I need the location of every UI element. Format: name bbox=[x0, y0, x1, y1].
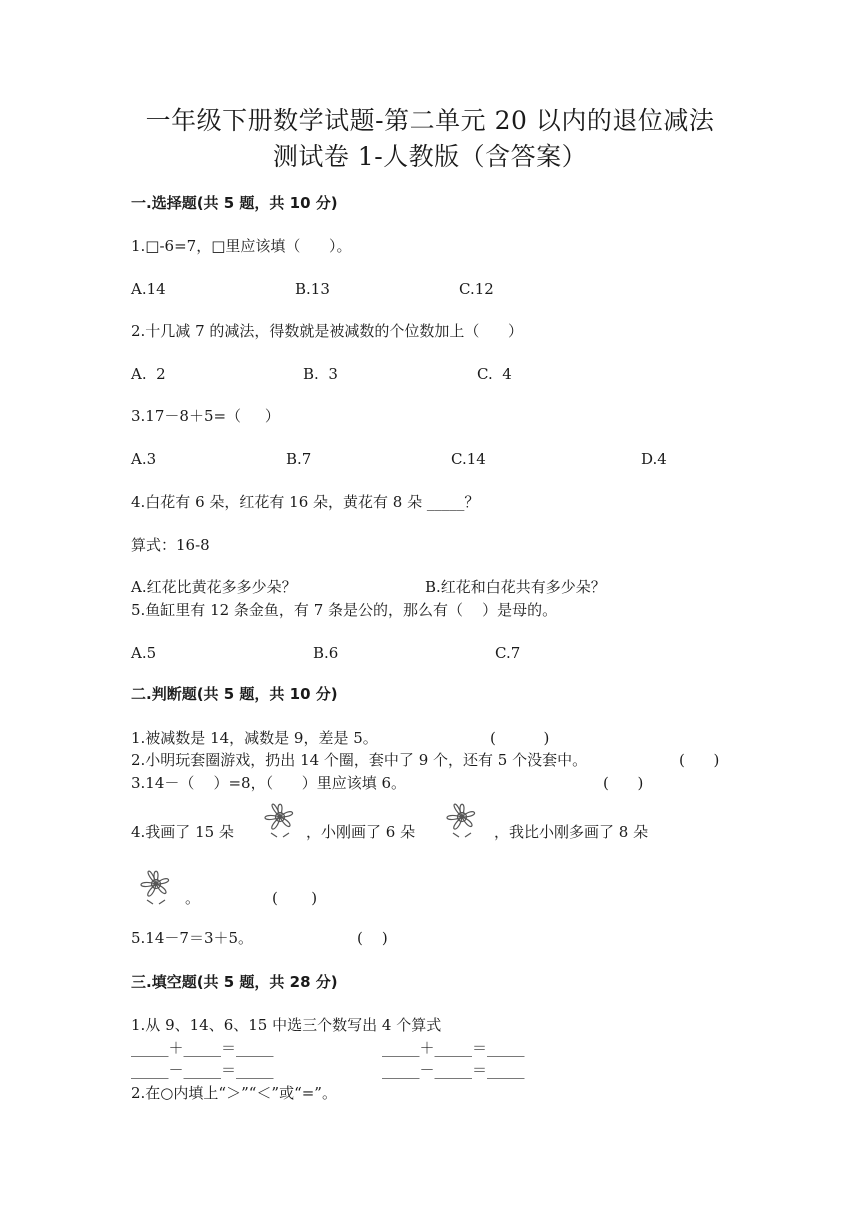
s1-q5-stem: 5.鱼缸里有 12 条金鱼，有 7 条是公的，那么有（ ）是母的。 bbox=[131, 601, 558, 619]
s1-q1-option-a: A.14 bbox=[131, 280, 166, 298]
s1-q3-stem: 3.17－8＋5=（ ） bbox=[131, 407, 280, 425]
s1-q2-option-b: B. 3 bbox=[303, 365, 338, 383]
s1-q2-stem: 2.十几减 7 的减法，得数就是被减数的个位数加上（ ） bbox=[131, 322, 524, 340]
page-title-line2: 测试卷 1-人教版（含答案） bbox=[272, 142, 588, 171]
s2-q1-answer-paren: ( ) bbox=[490, 729, 550, 747]
flower-icon bbox=[255, 795, 305, 839]
s2-q4-part1: 4.我画了 15 朵 bbox=[131, 823, 234, 841]
s3-q1-stem: 1.从 9、14、6、15 中选三个数写出 4 个算式 bbox=[131, 1016, 442, 1034]
s1-q2-option-c: C. 4 bbox=[477, 365, 512, 383]
s1-q4-option-a: A.红花比黄花多多少朵？ bbox=[131, 578, 297, 596]
s1-q5-option-b: B.6 bbox=[313, 644, 339, 662]
flower-icon bbox=[437, 795, 487, 839]
s1-q4-stem: 4.白花有 6 朵，红花有 16 朵，黄花有 8 朵 _____？ bbox=[131, 493, 480, 511]
s1-q3-option-b: B.7 bbox=[286, 450, 312, 468]
s2-q2-stem: 2.小明玩套圈游戏，扔出 14 个圈，套中了 9 个，还有 5 个没套中。 bbox=[131, 751, 588, 769]
s1-q1-stem: 1.□-6=7，□里应该填（ ）。 bbox=[131, 237, 352, 255]
s1-q4-formula: 算式：16-8 bbox=[131, 536, 210, 554]
s3-q2-stem: 2.在○内填上“＞”“＜”或“=”。 bbox=[131, 1084, 337, 1102]
s2-q3-stem: 3.14－（ ）=8，（ ）里应该填 6。 bbox=[131, 774, 407, 792]
s2-q4-part2: ，小刚画了 6 朵 bbox=[306, 823, 416, 841]
s1-q5-option-a: A.5 bbox=[131, 644, 157, 662]
s1-q1-option-b: B.13 bbox=[295, 280, 330, 298]
s2-q5-stem: 5.14－7＝3＋5。 bbox=[131, 929, 254, 947]
page-title-line1: 一年级下册数学试题-第二单元 20 以内的退位减法 bbox=[145, 106, 715, 135]
s1-q4-option-b: B.红花和白花共有多少朵？ bbox=[425, 578, 606, 596]
s2-q1-stem: 1.被减数是 14，减数是 9，差是 5。 bbox=[131, 729, 378, 747]
flower-icon bbox=[131, 862, 181, 906]
section2-heading: 二.判断题(共 5 题，共 10 分) bbox=[131, 685, 338, 703]
s1-q3-option-d: D.4 bbox=[641, 450, 667, 468]
s1-q3-option-c: C.14 bbox=[451, 450, 486, 468]
s2-q4-part3: ，我比小刚多画了 8 朵 bbox=[494, 823, 649, 841]
s2-q3-answer-paren: ( ) bbox=[603, 774, 644, 792]
section1-heading: 一.选择题(共 5 题，共 10 分) bbox=[131, 194, 338, 212]
s1-q5-option-c: C.7 bbox=[495, 644, 521, 662]
s1-q1-option-c: C.12 bbox=[459, 280, 494, 298]
s3-q1-add-left: _____＋_____＝_____ bbox=[131, 1039, 274, 1057]
s2-q2-answer-paren: ( ) bbox=[679, 751, 720, 769]
s1-q2-option-a: A. 2 bbox=[131, 365, 166, 383]
s3-q1-sub-right: _____－_____＝_____ bbox=[382, 1061, 525, 1079]
section3-heading: 三.填空题(共 5 题，共 28 分) bbox=[131, 973, 338, 991]
s2-q5-answer-paren: ( ) bbox=[357, 929, 388, 947]
s2-q4-answer-paren: ( ) bbox=[272, 889, 318, 907]
s3-q1-sub-left: _____－_____＝_____ bbox=[131, 1061, 274, 1079]
s3-q1-add-right: _____＋_____＝_____ bbox=[382, 1039, 525, 1057]
s2-q4-end: 。 bbox=[185, 889, 201, 907]
s1-q3-option-a: A.3 bbox=[131, 450, 157, 468]
